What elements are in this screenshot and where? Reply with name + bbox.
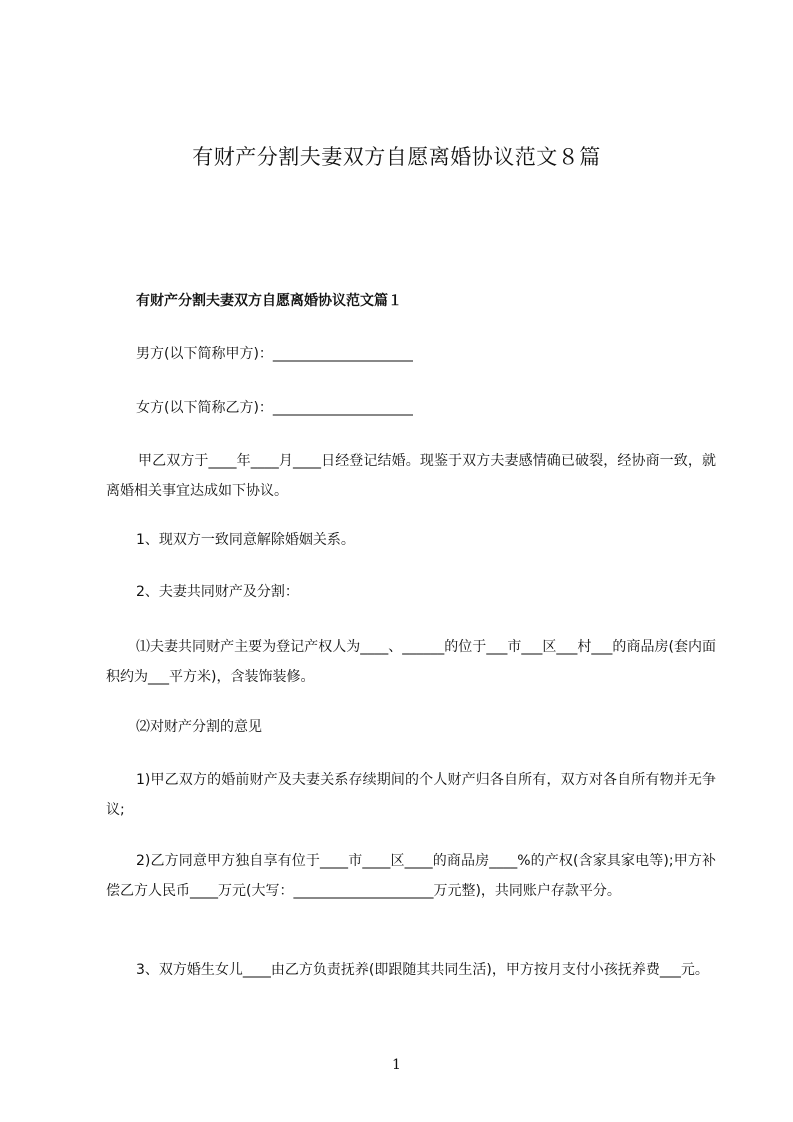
clause-2-2: ⑵对财产分割的意见 <box>136 719 262 735</box>
clause-2-2-2: 2)乙方同意甲方独自享有位于____市____区____的商品房____%的产权(含家具家电等);甲方补偿乙方人民币____万元(大写：____________________万元整)，共同账户存款平分。 <box>106 853 716 899</box>
intro-paragraph: 甲乙双方于____年____月____日经登记结婚。现鉴于双方夫妻感情确已破裂，经协商一致，就离婚相关事宜达成如下协议。 <box>106 453 716 499</box>
clause-2: 2、夫妻共同财产及分割： <box>136 584 299 600</box>
document-title: 有财产分割夫妻双方自愿离婚协议范文８篇 <box>192 145 601 169</box>
section-heading: 有财产分割夫妻双方自愿离婚协议范文篇１ <box>136 293 402 309</box>
clause-2-1: ⑴夫妻共同财产主要为登记产权人为____、______的位于___市___区___村___的商品房(套内面积约为___平方米)，含装饰装修。 <box>106 639 716 685</box>
husband-line: 男方(以下简称甲方)：____________________ <box>136 346 413 362</box>
clause-3: 3、双方婚生女儿____由乙方负责抚养(即跟随其共同生活)，甲方按月支付小孩抚养费___元。 <box>136 962 709 978</box>
page-number: 1 <box>392 1057 401 1073</box>
clause-1: 1、现双方一致同意解除婚姻关系。 <box>136 532 355 548</box>
clause-2-2-1: 1)甲乙双方的婚前财产及夫妻关系存续期间的个人财产归各自所有，双方对各自所有物并无争议; <box>106 772 716 818</box>
wife-line: 女方(以下简称乙方)：____________________ <box>136 400 413 416</box>
